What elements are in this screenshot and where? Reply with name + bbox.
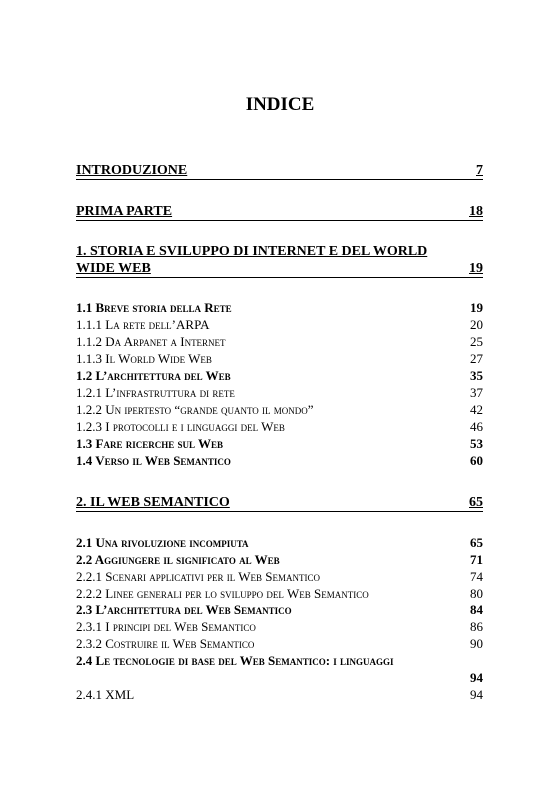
toc-chapter-prima-parte[interactable]	[76, 203, 483, 221]
toc-entry-label: 2.4 Le tecnologie di base del Web Semantico: i linguaggi	[76, 653, 394, 668]
toc-chapter-page: 19	[469, 261, 483, 276]
toc-entry-2-2-2[interactable]	[76, 586, 483, 602]
toc-entry-2-3[interactable]	[76, 602, 483, 618]
toc-entry-1-2-2[interactable]	[76, 402, 483, 418]
toc-chapter-page: 7	[476, 163, 483, 178]
toc-entry-2-3-1[interactable]	[76, 619, 483, 635]
toc-entry-1-1[interactable]	[76, 300, 483, 316]
toc-chapter-page: 18	[469, 204, 483, 219]
toc-entry-page: 71	[470, 552, 483, 567]
toc-entry-label: 2.3 L’architettura del Web Semantico	[76, 602, 292, 617]
toc-entry-2-1[interactable]	[76, 535, 483, 551]
toc-entry-label: 2.3.1 I principi del Web Semantico	[76, 619, 256, 634]
toc-entry-2-4[interactable]	[76, 653, 483, 669]
toc-entry-2-4-1[interactable]	[76, 687, 483, 703]
toc-entry-2-2[interactable]	[76, 552, 483, 568]
toc-entry-label: 2.3.2 Costruire il Web Semantico	[76, 636, 255, 651]
toc-entry-1-2[interactable]	[76, 368, 483, 384]
toc-entry-page: 60	[470, 453, 483, 468]
toc-entry-1-2-1[interactable]	[76, 385, 483, 401]
toc-entry-page: 20	[470, 317, 483, 332]
toc-entry-page: 19	[470, 300, 483, 315]
toc-entry-label: 2.1 Una rivoluzione incompiuta	[76, 535, 249, 550]
toc-entry-label: 1.2.3 I protocolli e i linguaggi del Web	[76, 419, 285, 434]
toc-entry-1-1-2[interactable]	[76, 334, 483, 350]
toc-chapter-label-line2: WIDE WEB	[76, 261, 151, 276]
toc-entry-page: 37	[470, 385, 483, 400]
toc-entry-page: 74	[470, 569, 483, 584]
toc-entry-label: 1.1.1 La rete dell’ARPA	[76, 317, 210, 332]
toc-entry-page: 94	[470, 687, 483, 702]
toc-entry-2-2-1[interactable]	[76, 569, 483, 585]
toc-chapter-introduzione[interactable]	[76, 162, 483, 180]
toc-entry-page: 27	[470, 351, 483, 366]
toc-chapter-2[interactable]	[76, 494, 483, 512]
toc-entry-1-1-1[interactable]	[76, 317, 483, 333]
toc-entry-page: 84	[470, 602, 483, 617]
toc-entry-1-4[interactable]	[76, 453, 483, 469]
toc-chapter-label-line1: 1. STORIA E SVILUPPO DI INTERNET E DEL WORLD	[76, 244, 428, 259]
toc-entry-page: 65	[470, 535, 483, 550]
toc-entry-label: 1.1.2 Da Arpanet a Internet	[76, 334, 226, 349]
toc-entry-label: 1.2 L’architettura del Web	[76, 368, 231, 383]
toc-entry-page: 80	[470, 586, 483, 601]
toc-entry-page: 35	[470, 368, 483, 383]
toc-entry-label: 1.2.2 Un ipertesto “grande quanto il mondo”	[76, 402, 314, 417]
toc-entry-page: 53	[470, 436, 483, 451]
toc-entry-page: 42	[470, 402, 483, 417]
toc-entry-label: 1.3 Fare ricerche sul Web	[76, 436, 223, 451]
toc-entry-label: 2.2.2 Linee generali per lo sviluppo del Web Semantico	[76, 586, 369, 601]
toc-entry-2-4-page-row[interactable]	[76, 670, 483, 686]
toc-entry-page: 25	[470, 334, 483, 349]
toc-chapter-label: 2. IL WEB SEMANTICO	[76, 495, 230, 510]
toc-entry-label: 1.2.1 L’infrastruttura di rete	[76, 385, 235, 400]
toc-entry-1-3[interactable]	[76, 436, 483, 452]
toc-entry-1-2-3[interactable]	[76, 419, 483, 435]
toc-chapter-1[interactable]	[76, 243, 483, 278]
toc-chapter-page: 65	[469, 495, 483, 510]
toc-entry-label: 2.4.1 XML	[76, 687, 135, 702]
toc-entry-label: 2.2.1 Scenari applicativi per il Web Semantico	[76, 569, 320, 584]
toc-entry-page: 86	[470, 619, 483, 634]
toc-chapter-label: PRIMA PARTE	[76, 204, 173, 219]
toc-entry-label: 1.1 Breve storia della Rete	[76, 300, 232, 315]
toc-entry-label: 2.2 Aggiungere il significato al Web	[76, 552, 280, 567]
toc-entry-1-1-3[interactable]	[76, 351, 483, 367]
toc-entry-page: 46	[470, 419, 483, 434]
toc-chapter-label: INTRODUZIONE	[76, 163, 188, 178]
page-title: INDICE	[245, 94, 315, 115]
toc-entry-page: 94	[470, 670, 483, 685]
toc-entry-label: 1.4 Verso il Web Semantico	[76, 453, 231, 468]
toc-entry-2-3-2[interactable]	[76, 636, 483, 652]
toc-entry-label: 1.1.3 Il World Wide Web	[76, 351, 212, 366]
toc-entry-page: 90	[470, 636, 483, 651]
